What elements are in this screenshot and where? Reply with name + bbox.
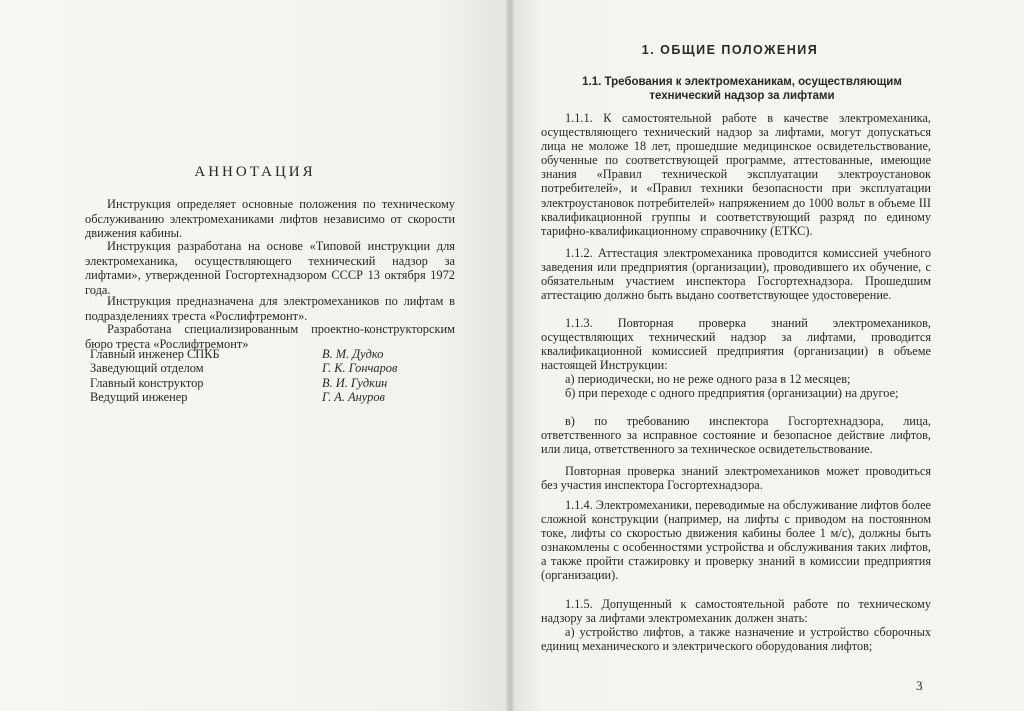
book-gutter [506, 0, 514, 711]
clause-paragraph: 1.1.2. Аттестация электромеханика проводится комиссией учебного заведения или предприятия (организации), проводившего их обучение, с обязательным участием инспектора Госгортехнадзора. Прошедшим аттестацию должно быть выдано соответствующее удостоверение. [541, 246, 931, 303]
clause-paragraph: 1.1.5. Допущенный к самостоятельной работе по техническому надзору за лифтами электромеханик должен знать: [541, 597, 931, 626]
signatory-row [90, 347, 450, 361]
clause-paragraph: 1.1.3. Повторная проверка знаний электромехаников, осуществляющих технический надзор за лифтами, проводится квалификационной комиссией предприятия (организации) в объеме настоящей Инструкции: [541, 316, 931, 373]
signatory-row [90, 361, 450, 375]
signatory-position: Заведующий отделом [90, 361, 204, 376]
left-page [0, 0, 510, 711]
section-title: 1. ОБЩИЕ ПОЛОЖЕНИЯ [641, 43, 819, 57]
list-item: а) устройство лифтов, а также назначение и устройство сборочных единиц механического и электрического оборудования лифтов; [541, 625, 931, 654]
clause-paragraph: 1.1.1. К самостоятельной работе в качестве электромеханика, осуществляющего технический надзор за лифтами, могут допускаться лица не моложе 18 лет, прошедшие медицинское освидетельствование, обученные по соответствующей программе, аттестованные, имеющие знания «Правил технической эксплуатации электроустановок потребителей», и «Правил техники безопасности при эксплуатации электроустановок потребителей» напряжением до 1000 вольт в объеме III квалификационной группы и соответствующий разряд по единому тарифно-квалификационному справочнику (ЕТКС). [541, 111, 931, 238]
signatory-name: В. М. Дудко [322, 347, 384, 361]
clause-paragraph: 1.1.4. Электромеханики, переводимые на обслуживание лифтов более сложной конструкции (например, на лифты с приводом на постоянном токе, лифты со скоростью движения кабины более 1 м/с), должны быть ознакомлены с особенностями устройства и обслуживания таких лифтов, а также пройти стажировку и проверку знаний в комиссии предприятия (организации). [541, 498, 931, 583]
list-item: а) периодически, но не реже одного раза в 12 месяцев; [565, 372, 851, 386]
page-number: 3 [916, 678, 923, 693]
signatory-name: Г. А. Ануров [322, 390, 385, 405]
annotation-paragraph: Разработана специализированным проектно-конструкторским бюро треста «Рослифтремонт» [85, 322, 455, 351]
signatory-row [90, 390, 450, 404]
list-item: б) при переходе с одного предприятия (организации) на другое; [565, 386, 899, 400]
annotation-paragraph: Инструкция определяет основные положения по техническому обслуживанию электромеханиками лифтов независимо от скорости движения кабины. [85, 197, 455, 241]
signatory-name: Г. К. Гончаров [322, 361, 398, 376]
annotation-paragraph: Инструкция предназначена для электромехаников по лифтам в подразделениях треста «Рослифтремонт». [85, 294, 455, 323]
signatory-position: Главный конструктор [90, 375, 204, 390]
list-item: в) по требованию инспектора Госгортехнадзора, лица, ответственного за исправное состояние и безопасное действие лифтов, или лица, ответственного за техническое освидетельствование. [541, 414, 931, 457]
annotation-paragraph: Инструкция разработана на основе «Типовой инструкции для электромеханика, осуществляющего технический надзор за лифтами», утвержденной Госгортехнадзором СССР 13 октября 1972 года. [85, 239, 455, 297]
annotation-title: АННОТАЦИЯ [194, 164, 316, 180]
signatory-row [90, 376, 450, 390]
signatory-name: В. И. Гудкин [322, 375, 388, 390]
signatory-position: Главный инженер СПКБ [90, 347, 220, 361]
signatory-position: Ведущий инженер [90, 390, 188, 405]
subsection-title: 1.1. Требования к электромеханикам, осуществляющим технический надзор за лифтами [582, 76, 902, 102]
signatories-list [90, 347, 450, 405]
clause-paragraph: Повторная проверка знаний электромехаников может проводиться без участия инспектора Госгортехнадзора. [541, 464, 931, 493]
